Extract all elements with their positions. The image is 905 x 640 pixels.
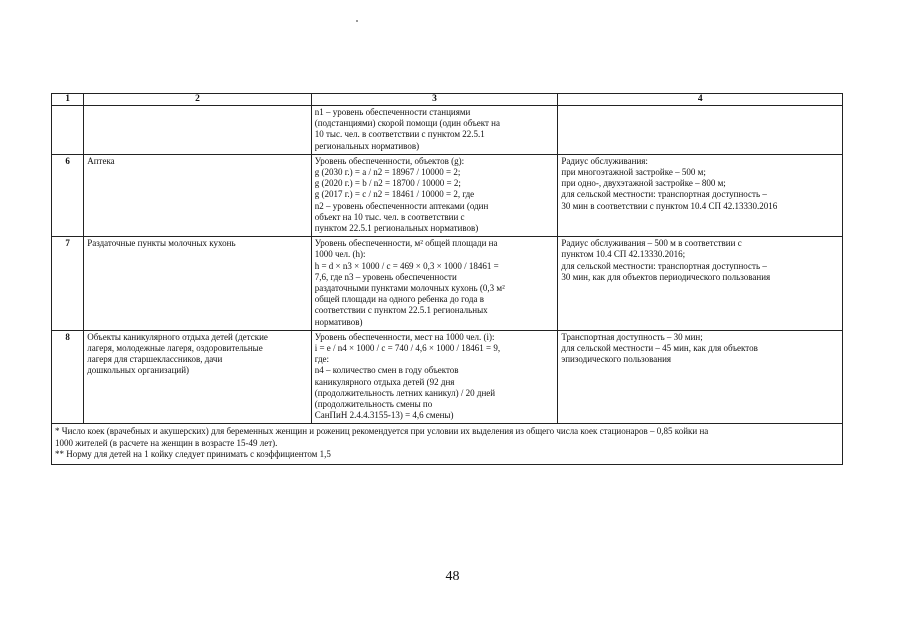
indicator-line: g (2017 г.) = c / n2 = 18461 / 10000 = 2, где [314, 189, 475, 200]
symbol-g: g [454, 155, 459, 166]
indicator-line: (продолжительность смены по [314, 399, 433, 410]
object-line: лагеря для старшеклассников, дачи [87, 354, 223, 365]
object-cell [84, 154, 312, 236]
indicator-line: Уровень обеспеченности, м² общей площади на [314, 238, 498, 249]
table-header-row [52, 94, 843, 106]
footnote: 1000 жителей (в расчете на женщин в возрасте 15-49 лет). [55, 437, 278, 448]
accessibility-line: Радиус обслуживания: [561, 155, 648, 166]
indicator-cell [311, 237, 558, 331]
indicator-cell [311, 154, 558, 236]
accessibility-line: при одно-, двухэтажной застройке – 800 м; [561, 178, 726, 189]
table-notes-row [52, 424, 843, 465]
indicator-line: нормативов) [314, 316, 363, 327]
indicator-cell [311, 330, 558, 424]
indicator-line: g (2020 г.) = b / n2 = 18700 / 10000 = 2; [314, 178, 461, 189]
object-cell [84, 106, 312, 155]
object-cell [84, 330, 312, 424]
accessibility-line: 30 мин в соответствии с пунктом 10.4 СП 42.13330.2016 [561, 200, 778, 211]
row-number: 8 [52, 330, 84, 424]
object-line: дошкольных организаций) [87, 365, 190, 376]
accessibility-line: Радиус обслуживания – 500 м в соответствии с [561, 238, 742, 249]
accessibility-cell [558, 154, 843, 236]
indicator-line: h = d × n3 × 1000 / c = 469 × 0,3 × 1000 / 18461 = [314, 260, 499, 271]
footnote: * Число коек (врачебных и акушерских) для беременных женщин и рожениц рекомендуется при условии их выделения из общего числа коек стационаров – 0,85 койки на [55, 426, 709, 437]
indicator-line: пунктом 22.5.1 региональных нормативов) [314, 223, 479, 234]
indicator-line: n2 – уровень обеспеченности аптеками (один [314, 200, 489, 211]
accessibility-cell [558, 330, 843, 424]
accessibility-line: для сельской местности: транспортная доступность – [561, 260, 767, 271]
indicator-line: СанПиН 2.4.4.3155-13) = 4,6 смены) [314, 410, 454, 421]
table-notes [52, 424, 843, 465]
indicator-line: каникулярного отдыха детей (92 дня [314, 376, 455, 387]
table-row [52, 154, 843, 236]
indicator-line: i = e / n4 × 1000 / c = 740 / 4,6 × 1000 / 18461 = 9, [314, 343, 501, 354]
table-row [52, 237, 843, 331]
accessibility-cell [558, 237, 843, 331]
indicator-line: (подстанциями) скорой помощи (один объект на [314, 118, 500, 129]
indicator-line: общей площади на одного ребенка до года в [314, 294, 484, 305]
object-line: Раздаточные пункты молочных кухонь [87, 238, 236, 249]
row-number [52, 106, 84, 155]
accessibility-line: эпизодического пользования [561, 354, 672, 365]
indicator-line: (продолжительность летних каникул) / 20 дней [314, 387, 496, 398]
indicator-line: соответствии с пунктом 22.5.1 региональных [314, 305, 488, 316]
accessibility-cell [558, 106, 843, 155]
indicator-line: Уровень обеспеченности, объектов (g): [314, 155, 465, 166]
header-col-2: 2 [84, 94, 312, 106]
indicator-cell [311, 106, 558, 155]
indicator-line: раздаточными пунктами молочных кухонь (0,3 м² [314, 283, 505, 294]
scan-speck [356, 20, 358, 22]
object-line: Аптека [87, 155, 115, 166]
indicator-line: n4 – количество смен в году объектов [314, 365, 459, 376]
indicator-line: где: [314, 354, 330, 365]
header-col-4: 4 [558, 94, 843, 106]
page-number: 48 [445, 569, 460, 584]
row-number: 6 [52, 154, 84, 236]
indicator-line: Уровень обеспеченности, мест на 1000 чел. (i): [314, 331, 495, 342]
indicator-line: 1000 чел. (h): [314, 249, 366, 260]
indicator-line: региональных нормативов) [314, 140, 420, 151]
indicator-line: g (2030 г.) = a / n2 = 18967 / 10000 = 2; [314, 167, 461, 178]
indicator-line: n1 – уровень обеспеченности станциями [314, 107, 471, 117]
accessibility-line: Транспортная доступность – 30 мин; [561, 331, 703, 342]
indicator-line: 10 тыс. чел. в соответствии с пунктом 22.5.1 [314, 129, 485, 140]
accessibility-line: пунктом 10.4 СП 42.13330.2016; [561, 249, 686, 260]
accessibility-line: для сельской местности – 45 мин, как для объектов [561, 343, 758, 354]
table-row [52, 106, 843, 155]
norms-table [51, 93, 843, 465]
object-line: лагеря, молодежные лагеря, оздоровительные [87, 343, 263, 354]
footnote: ** Норму для детей на 1 койку следует принимать с коэффициентом 1,5 [55, 449, 331, 460]
indicator-line: 7,6, где n3 – уровень обеспеченности [314, 271, 457, 282]
accessibility-line: 30 мин, как для объектов периодического пользования [561, 271, 771, 282]
indicator-line: объект на 10 тыс. чел. в соответствии с [314, 211, 465, 222]
table-row [52, 330, 843, 424]
accessibility-line: для сельской местности: транспортная доступность – [561, 189, 767, 200]
row-number: 7 [52, 237, 84, 331]
object-line: Объекты каникулярного отдыха детей (детские [87, 331, 268, 342]
object-cell [84, 237, 312, 331]
header-col-3: 3 [311, 94, 558, 106]
accessibility-line: при многоэтажной застройке – 500 м; [561, 167, 706, 178]
header-col-1: 1 [52, 94, 84, 106]
